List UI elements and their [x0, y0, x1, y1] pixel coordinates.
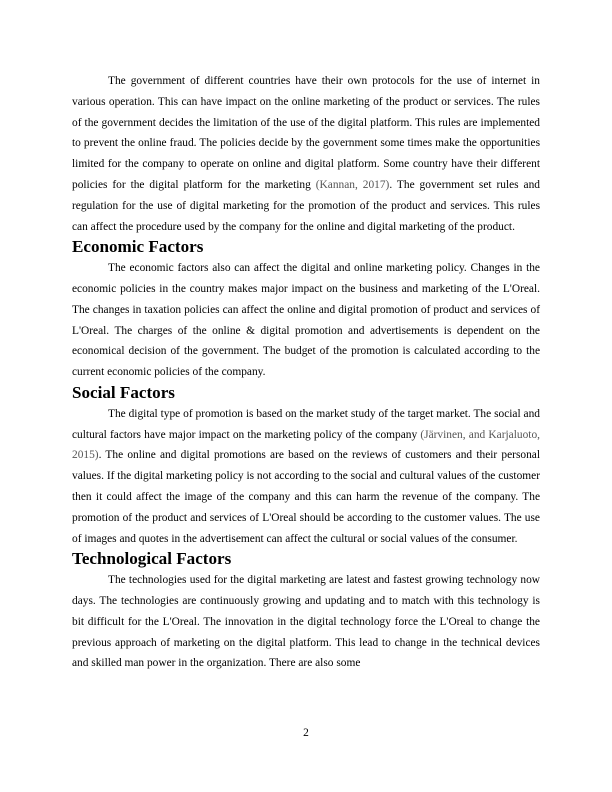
- page-number: 2: [303, 727, 309, 739]
- economic-paragraph: The economic factors also can affect the digital and online marketing policy. Changes in the economic policies in the country makes major impact on the business and marketing of the L'Oreal. The changes in taxation policies can affect the online and digital promotion of product and services of L'Oreal. The charges of the online & digital promotion and advertisements is dependent on the economical decision of the government. The budget of the promotion is calculated according to the current economic policies of the company.: [72, 262, 540, 379]
- social-paragraph: [72, 404, 540, 550]
- technological-paragraph: The technologies used for the digital marketing are latest and fastest growing technology now days. The technologies are continuously growing and updating and to match with this technology is bit difficult for the L'Oreal. The innovation in the digital technology force the L'Oreal to change the previous approach of marketing on the digital platform. This lead to change in the technical devices and skilled man power in the organization. There are also some: [72, 574, 540, 670]
- social-text-continued: . The online and digital promotions are based on the reviews of customers and their personal values. If the digital marketing policy is not according to the social and cultural values of the customer then it could affect the image of the company and this can harm the revenue of the company. The promotion of the product and services of L'Oreal should be according to the customer values. The use of images and quotes in the advertisement can affect the cultural or social values of the consumer.: [72, 449, 540, 545]
- technological-factors-heading: Technological Factors: [72, 549, 232, 569]
- social-text: The digital type of promotion is based on the market study of the target market. The social and cultural factors have major impact on the marketing policy of the company: [72, 407, 540, 441]
- economic-factors-heading: Economic Factors: [72, 237, 204, 257]
- political-text: The government of different countries have their own protocols for the use of internet in various operation. This can have impact on the online marketing of the product or services. The rules of the government decides the limitation of the use of the digital platform. This rules are implemented to prevent the online fraud. The policies decide by the government some times make the opportunities limited for the company to operate on online and digital platform. Some country have their different policies for the digital platform for the marketing: [72, 75, 540, 191]
- page-body: [72, 71, 540, 674]
- citation-kannan: (Kannan, 2017): [315, 178, 390, 191]
- political-text-continued: . The government set rules and regulation for the use of digital marketing for the promotion of the product and services. This rules can affect the procedure used by the company for the online and digital marketing of the product.: [72, 178, 540, 233]
- social-factors-heading: Social Factors: [72, 382, 175, 402]
- political-paragraph: [72, 71, 540, 237]
- citation-jarvinen: (Järvinen, and Karjaluoto, 2015): [72, 428, 540, 462]
